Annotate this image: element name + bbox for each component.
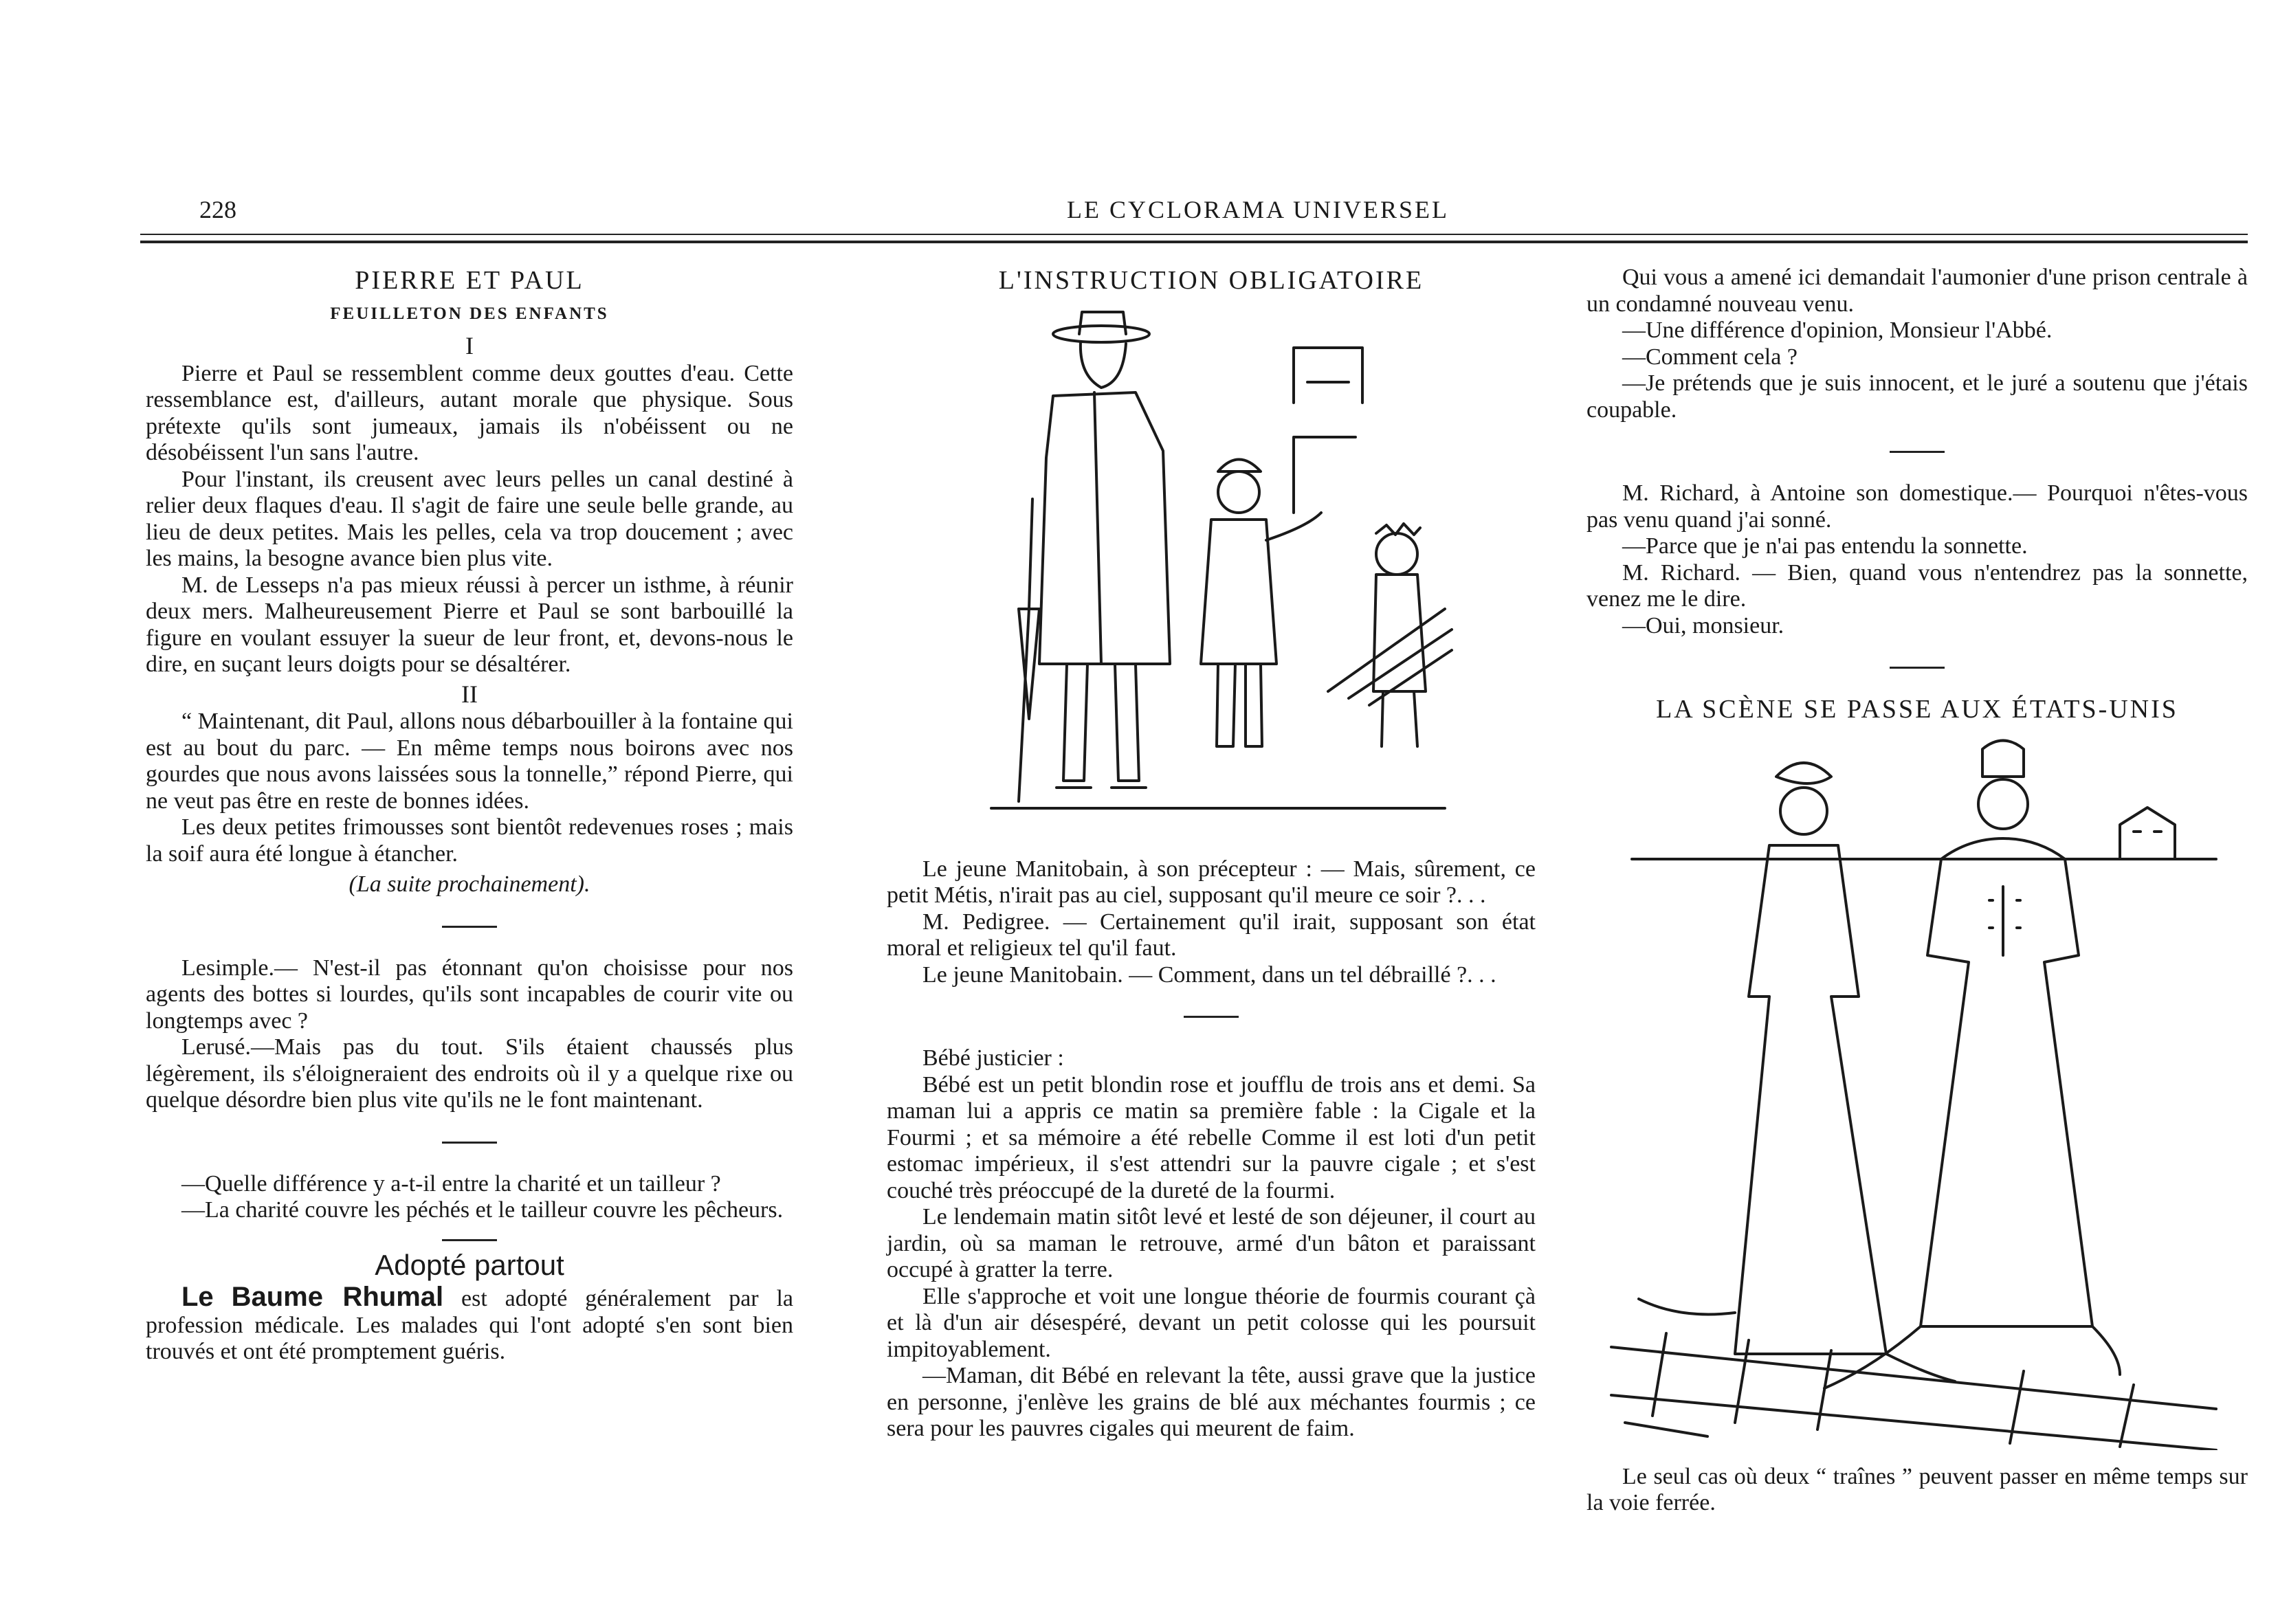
story-paragraph: —Maman, dit Bébé en relevant la tête, aussi grave que la justice en personne, j'enlève les grains de blé aux méchantes fourmis ; ce sera pour les pauvres cigales qui meurent de faim. (887, 1363, 1536, 1441)
story-paragraph: Pierre et Paul se ressemblent comme deux gouttes d'eau. Cette ressemblance est, d'ailleurs, autant morale que physique. Sous prétexte qu'ils sont jumeaux, jamais ils n'obéissent ou ne désobéissent l'un sans l'autre. (146, 360, 793, 465)
ad-text: est adopté généralement par la profession médicale. Les malades qui l'ont adopté s'en sont bien trouvés et ont été promptement guéris. (146, 1286, 794, 1364)
story-paragraph: Elle s'approche et voit une longue théorie de fourmis courant çà et là d'un air désespéré, devant un petit colosse qui les poursuit impitoyablement. (887, 1283, 1536, 1362)
joke-paragraph: Lerusé.—Mais pas du tout. S'ils étaient chaussés plus légèrement, ils s'éloigneraient des endroits où il y a quelque rixe ou quelque désordre bien plus vite qu'ils ne le font maintenant. (146, 1034, 793, 1113)
ad-brand: Baume Rhumal (231, 1282, 444, 1312)
joke-paragraph: —Une différence d'opinion, Monsieur l'Abbé. (1622, 318, 2053, 343)
left-column (146, 265, 793, 1366)
separator (442, 926, 497, 928)
story-paragraph: Bébé est un petit blondin rose et joufflu de trois ans et demi. Sa maman lui a appris ce matin sa première fable : la Cigale et la Fourmi ; et sa mémoire a été rebelle Comme il est loti d'un petit estomac impérieux, il s'est attendri sur la pauvre cigale ; et s'est couché très préoccupé de la dureté de la fourmi. (887, 1071, 1536, 1203)
separator (1890, 451, 1945, 453)
cartoon-illustration (1597, 735, 2237, 1450)
cartoon-illustration (964, 307, 1459, 843)
joke-paragraph: —Oui, monsieur. (1622, 612, 1784, 638)
separator (442, 1239, 497, 1241)
story-title: PIERRE ET PAUL (355, 266, 584, 295)
story-paragraph: Le lendemain matin sitôt levé et lesté de son déjeuner, il court au jardin, où sa maman le retrouve, armé d'un bâton et paraissant occupé à gratter la terre. (887, 1204, 1536, 1282)
right-column (1586, 265, 2248, 1517)
header-rule-thin (140, 234, 2248, 235)
middle-column (887, 265, 1536, 1443)
joke-paragraph: —Je prétends que je suis innocent, et le juré a soutenu que j'étais coupable. (1586, 370, 2248, 423)
chapter-one: I (465, 332, 474, 359)
to-be-continued: (La suite prochainement). (349, 871, 590, 897)
separator (442, 1142, 497, 1144)
joke-paragraph: Lesimple.— N'est-il pas étonnant qu'on choisisse pour nos agents des bottes si lourdes, qu'ils sont incapables de courir vite ou longtemps avec ? (146, 955, 793, 1034)
running-head: LE CYCLORAMA UNIVERSEL (1066, 196, 1449, 223)
ad-paragraph (146, 1284, 793, 1366)
joke-paragraph: —Comment cela ? (1622, 344, 1798, 370)
cartoon-caption: M. Pedigree. — Certainement qu'il irait, supposant son état moral et religieux tel qu'il faut. (887, 909, 1536, 961)
cartoon-title: LA SCÈNE SE PASSE AUX ÉTATS-UNIS (1656, 695, 2178, 724)
joke-paragraph: —Parce que je n'ai pas entendu la sonnette. (1622, 533, 2028, 559)
joke-paragraph: Qui vous a amené ici demandait l'aumonier d'une prison centrale à un condamné nouveau venu. (1586, 265, 2248, 317)
chapter-two: II (461, 680, 478, 708)
ad-lead: Le (181, 1282, 214, 1312)
cartoon-caption: Le jeune Manitobain, à son précepteur : — Mais, sûrement, ce petit Métis, n'irait pas au ciel, supposant qu'il meure ce soir ?. . . (887, 856, 1536, 908)
cartoon-caption: Le seul cas où deux “ traînes ” peuvent passer en même temps sur la voie ferrée. (1586, 1463, 2248, 1515)
story-paragraph: M. de Lesseps n'a pas mieux réussi à percer un isthme, à réunir deux mers. Malheureusement Pierre et Paul se sont barbouillé la figure en voulant essuyer la sueur de leur front, et, devons-nous le dire, en suçant leurs doigts pour se désaltérer. (146, 572, 793, 677)
story-heading: Bébé justicier : (922, 1045, 1064, 1071)
header-rule-thick (140, 241, 2248, 243)
joke-paragraph: —La charité couvre les péchés et le tailleur couvre les pêcheurs. (181, 1197, 784, 1223)
story-paragraph: Les deux petites frimousses sont bientôt redevenues roses ; mais la soif aura été longue à étancher. (146, 814, 793, 867)
cartoon-title: L'INSTRUCTION OBLIGATOIRE (998, 266, 1424, 295)
page-number: 228 (199, 196, 236, 223)
story-subtitle: FEUILLETON DES ENFANTS (330, 304, 609, 323)
separator (1890, 667, 1945, 669)
story-paragraph: “ Maintenant, dit Paul, allons nous débarbouiller à la fontaine qui est au bout du parc. — En même temps nous boirons avec nos gourdes que nous avons laissées sous la tonnelle,” répond Pierre, qui ne veut pas être en reste de bonnes idées. (146, 709, 793, 814)
ad-title: Adopté partout (375, 1248, 564, 1281)
joke-paragraph: M. Richard, à Antoine son domestique.— Pourquoi n'êtes-vous pas venu quand j'ai sonné. (1586, 480, 2248, 533)
story-paragraph: Pour l'instant, ils creusent avec leurs pelles un canal destiné à relier deux flaques d'eau. Il s'agit de faire une seule belle grande, au lieu de deux petites. Mais les pelles, cela va trop doucement ; avec les mains, la besogne avance bien plus vite. (146, 466, 793, 571)
joke-paragraph: —Quelle différence y a-t-il entre la charité et un tailleur ? (181, 1170, 721, 1197)
cartoon-caption: Le jeune Manitobain. — Comment, dans un tel débraillé ?. . . (922, 961, 1496, 988)
joke-paragraph: M. Richard. — Bien, quand vous n'entendrez pas la sonnette, venez me le dire. (1586, 559, 2248, 612)
separator (1184, 1016, 1239, 1018)
